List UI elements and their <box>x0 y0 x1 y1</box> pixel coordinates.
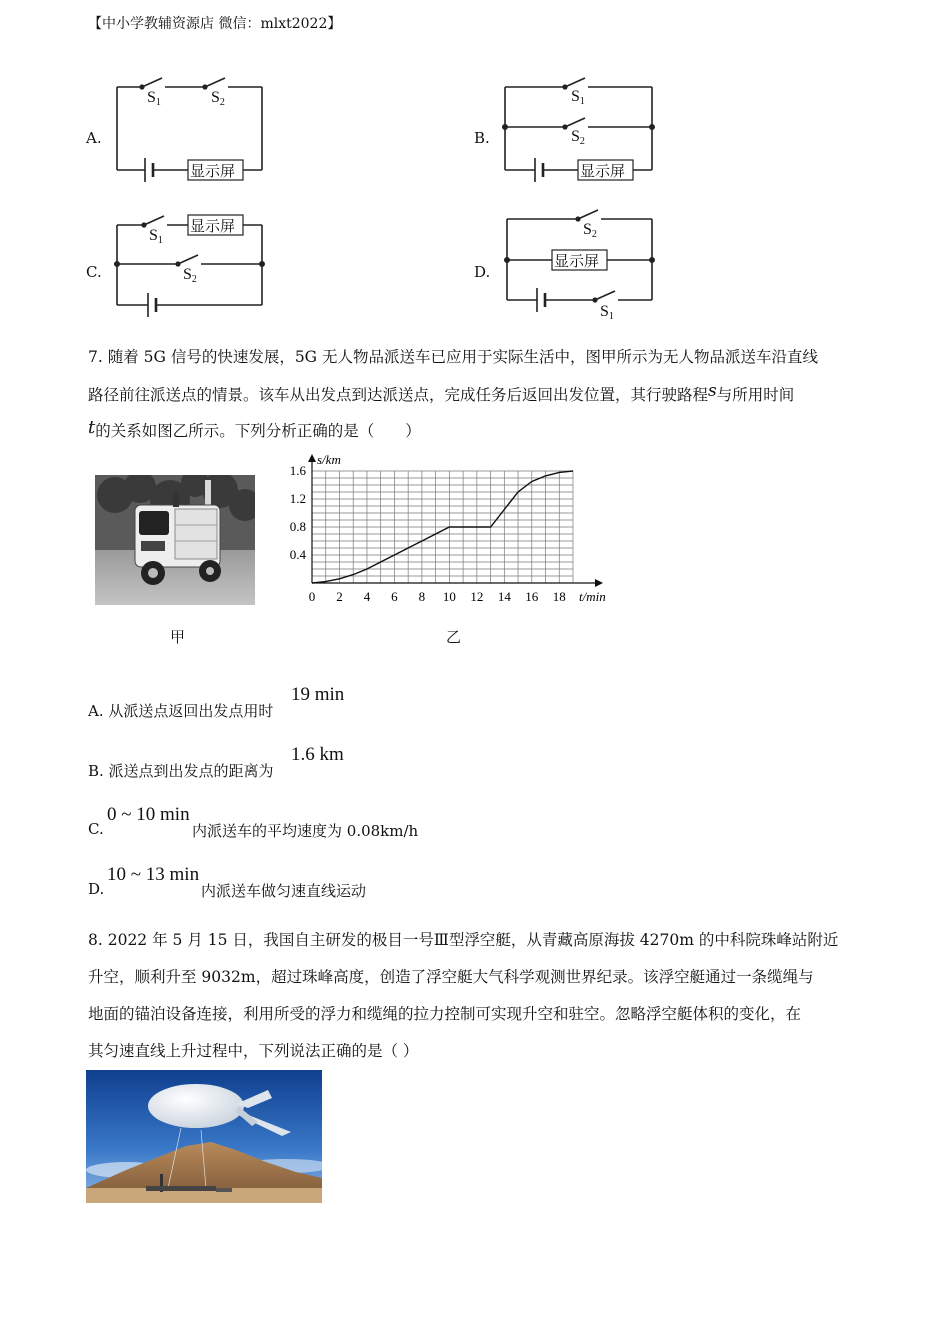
label-s2-a: S2 <box>211 89 225 108</box>
caption-yi: 乙 <box>446 628 462 646</box>
y-tick-label: 0.8 <box>289 519 306 534</box>
q7-option-a-text: A. 从派送点返回出发点用时 <box>88 702 274 720</box>
q7-option-b-formula: 1.6 km <box>291 744 344 765</box>
q7-line1: 7. 随着 5G 信号的快速发展，5G 无人物品派送车已应用于实际生活中，图甲所示为无人物品派送车沿直线 <box>88 348 818 366</box>
y-tick-label: 0.4 <box>289 547 306 562</box>
x-tick-label: 10 <box>442 589 456 604</box>
q7-option-c-formula: 0 ~ 10 min <box>107 804 190 825</box>
label-s1-d: S1 <box>600 303 614 322</box>
q7-option-d-text: 内派送车做匀速直线运动 <box>201 882 367 900</box>
circuit-option-b-label: B. <box>474 129 490 147</box>
var-s: s <box>708 381 717 401</box>
y-tick-label: 1.2 <box>289 491 306 506</box>
q7-option-c-text: 内派送车的平均速度为 0.08km/h <box>192 822 419 840</box>
chart-ylabel: s/km <box>317 452 341 467</box>
q7-line2: 路径前往派送点的情景。该车从出发点到达派送点，完成任务后返回出发位置，其行驶路程s与所用时间 <box>88 381 795 404</box>
x-tick-label: 6 <box>391 589 398 604</box>
chart-grid <box>312 471 573 583</box>
x-tick-label: 8 <box>418 589 426 604</box>
x-tick-label: 18 <box>552 589 566 604</box>
x-tick-label: 14 <box>497 589 511 604</box>
x-tick-label: 0 <box>308 589 316 604</box>
circuit-option-a-label: A. <box>86 129 102 147</box>
display-label-a: 显示屏 <box>190 164 236 180</box>
circuit-option-d-label: D. <box>474 263 491 281</box>
page-header: 【中小学教辅资源店 微信：mlxt2022】 <box>88 16 342 32</box>
label-s1-b: S1 <box>571 88 585 107</box>
q7-option-d-formula: 10 ~ 13 min <box>107 864 200 885</box>
y-axis-arrow <box>308 454 316 462</box>
chart-xlabel: t/min <box>579 589 606 604</box>
var-t: t <box>88 417 96 438</box>
x-tick-label: 16 <box>525 589 539 604</box>
x-tick-label: 2 <box>336 589 343 604</box>
q7-option-b-text: B. 派送点到出发点的距离为 <box>88 762 274 780</box>
delivery-vehicle-photo <box>95 475 255 605</box>
circuit-diagrams <box>0 0 950 330</box>
label-s1-a: S1 <box>147 89 161 108</box>
chart-axes <box>308 454 603 587</box>
label-s2-c: S2 <box>183 266 197 285</box>
x-tick-label: 12 <box>470 589 484 604</box>
x-tick-label: 4 <box>363 589 371 604</box>
q8-line3: 地面的锚泊设备连接，利用所受的浮力和缆绳的拉力控制可实现升空和驻空。忽略浮空艇体积的变化，在 <box>88 1005 802 1023</box>
caption-jia: 甲 <box>170 628 186 646</box>
label-s2-d: S2 <box>583 221 597 240</box>
q8-line4: 其匀速直线上升过程中，下列说法正确的是（ ） <box>88 1042 419 1060</box>
q7-line3: t的关系如图乙所示。下列分析正确的是（ ） <box>88 417 421 440</box>
q7-option-d-label: D. <box>88 880 105 898</box>
q7-option-c-label: C. <box>88 820 104 838</box>
circuit-option-c-label: C. <box>86 263 102 281</box>
label-s1-c: S1 <box>149 227 163 246</box>
airship-photo <box>86 1070 322 1203</box>
q8-line2: 升空，顺利升至 9032m，超过珠峰高度，创造了浮空艇大气科学观测世界纪录。该浮空艇通过一条缆绳与 <box>88 968 814 986</box>
q7-option-a-formula: 19 min <box>291 684 345 705</box>
distance-time-chart <box>285 450 620 610</box>
display-label-b: 显示屏 <box>580 164 626 180</box>
x-axis-arrow <box>595 579 603 587</box>
display-label-d: 显示屏 <box>554 254 600 270</box>
label-s2-b: S2 <box>571 128 585 147</box>
q8-line1: 8. 2022 年 5 月 15 日，我国自主研发的极目一号Ⅲ型浮空艇，从青藏高原海拔 4270m 的中科院珠峰站附近 <box>88 931 839 949</box>
display-label-c: 显示屏 <box>190 219 236 235</box>
y-tick-label: 1.6 <box>289 463 306 478</box>
